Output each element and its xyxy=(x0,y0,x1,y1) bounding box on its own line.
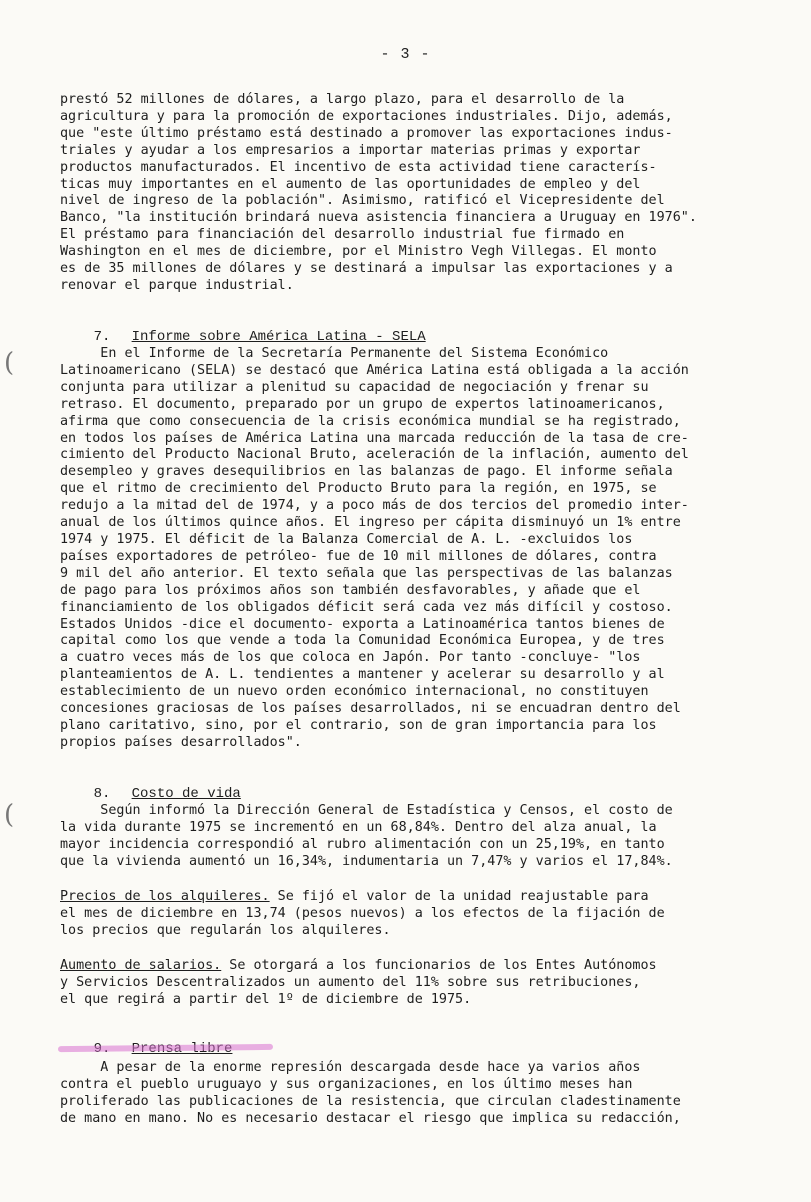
alquileres-body: Se fijó el valor de la unidad reajustable para el mes de diciembre en 13,74 (pesos nuevos) a los efectos de la fijación de los precios que regularán los alquileres. xyxy=(60,889,665,938)
highlighter-mark xyxy=(58,1044,273,1052)
section-7-title: Informe sobre América Latina - SELA xyxy=(131,329,426,345)
margin-bracket-mark: ( xyxy=(4,348,15,378)
section-7-number: 7. xyxy=(93,329,111,345)
section-9-body: A pesar de la enorme represión descargada desde hace ya varios años contra el pueblo uruguayo y sus organizaciones, en los último meses han proliferado las publicaciones de la resistencia, que circulan cladestinamente de mano en mano. No es necesario destacar el riesgo que implica su redacción, xyxy=(60,1060,681,1126)
section-8-title: Costo de vida xyxy=(131,786,241,802)
alquileres-title: Precios de los alquileres. xyxy=(60,889,270,904)
section-7-body: En el Informe de la Secretaría Permanente del Sistema Económico Latinoamericano (SELA) se destacó que América Latina está obligada a la acción conjunta para utilizar a plenitud su capacidad de negociación y frenar su retraso. El documento, preparado por un grupo de expertos latinoamericanos, afirma que como consecuencia de la crisis económica mundial se ha registrado, en todos los países de América Latina una marcada reducción de la tasa de cre- cimiento del Producto Nacional Bruto, aceleración de la inflación, aumento del desempleo y graves desequilibrios en las balanzas de pago. El informe señala que el ritmo de crecimiento del Producto Bruto para la región, en 1975, se redujo a la mitad del de 1974, y a poco más de dos tercios del promedio inter- anual de los últimos quince años. El ingreso per cápita disminuyó un 1% entre 1974 y 1975. El déficit de la Balanza Comercial de A. L. -excluidos los países exportadores de petróleo- fue de 10 mil millones de dólares, contra 9 mil del año anterior. El texto señala que las perspectivas de las balanzas de pago para los próximos años son también desfavorables, y añade que el financiamiento de los obligados déficit será cada vez más difícil y costoso. Estados Unidos -dice el documento- exporta a Latinoamérica tantos bienes de capital como los que vende a toda la Comunidad Económica Europea, y de tres a cuatro veces más de los que coloca en Japón. Por tanto -concluye- "los planteamientos de A. L. tendientes a mantener y acelerar su desarrollo y al establecimiento de un nuevo orden económico internacional, no constituyen concesiones graciosas de los países desarrollados, ni se encuadran dentro del plano caritativo, sino, por el contrario, son de gran importancia para los propios países desarrollados". xyxy=(60,346,689,750)
section-8-number: 8. xyxy=(93,786,111,802)
margin-bracket-mark-2: ( xyxy=(4,800,15,830)
alquileres-paragraph xyxy=(60,889,710,940)
intro-paragraph: prestó 52 millones de dólares, a largo plazo, para el desarrollo de la agricultura y para la promoción de exportaciones industriales. Dijo, además, que "este último préstamo está destinado a promover las exportaciones indus- triales y ayudar a los empresarios a importar materias primas y exportar productos manufacturados. El incentivo de esta actividad tiene caracterís- ticas muy importantes en el aumento de las oportunidades de empleo y del nivel de ingreso de la población". Asimismo, ratificó el Vicepresidente del Banco, "la institución brindará nueva asistencia financiera a Uruguay en 1976". El préstamo para financiación del desarrollo industrial fue firmado en Washington en el mes de diciembre, por el Ministro Vegh Villegas. El monto es de 35 millones de dólares y se destinará a impulsar las exportaciones y a renovar el parque industrial. xyxy=(60,92,697,293)
page-number: - 3 - xyxy=(380,46,431,63)
salarios-body: Se otorgará a los funcionarios de los Entes Autónomos y Servicios Descentralizados un aumento del 11% sobre sus retribuciones, el que regirá a partir del 1º de diciembre de 1975. xyxy=(60,958,657,1007)
salarios-paragraph xyxy=(60,958,710,1009)
salarios-title: Aumento de salarios. xyxy=(60,958,222,973)
section-8-body: Según informó la Dirección General de Estadística y Censos, el costo de la vida durante 1975 se incrementó en un 68,84%. Dentro del alza anual, la mayor incidencia correspondió al rubro alimentación con un 25,19%, en tanto que la vivienda aumentó un 16,34%, indumentaria un 7,47% y varios el 17,84%. xyxy=(60,803,673,869)
